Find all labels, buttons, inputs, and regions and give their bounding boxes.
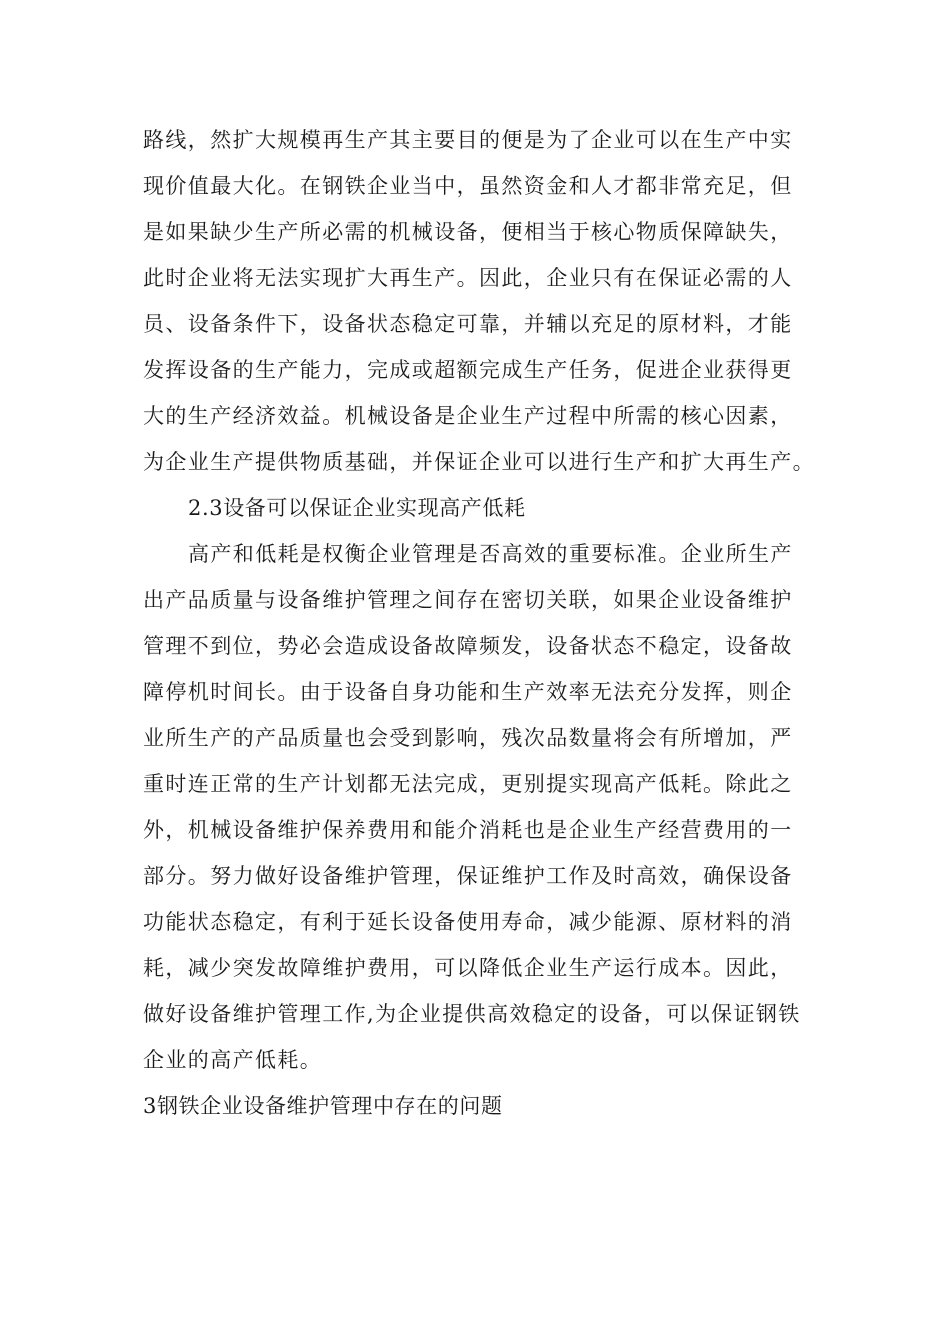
paragraph-line: 管理不到位，势必会造成设备故障频发，设备状态不稳定，设备故 (143, 634, 793, 658)
paragraph-line: 企业的高产低耗。 (143, 1048, 323, 1072)
paragraph-line: 路线，然扩大规模再生产其主要目的便是为了企业可以在生产中实 (143, 128, 793, 152)
paragraph-line: 发挥设备的生产能力，完成或超额完成生产任务，促进企业获得更 (143, 358, 793, 382)
paragraph-line: 为企业生产提供物质基础，并保证企业可以进行生产和扩大再生产。 (143, 450, 815, 474)
section-heading: 3钢铁企业设备维护管理中存在的问题 (143, 1094, 503, 1118)
paragraph-line: 重时连正常的生产计划都无法完成，更别提实现高产低耗。除此之 (143, 772, 793, 796)
paragraph-line: 障停机时间长。由于设备自身功能和生产效率无法充分发挥，则企 (143, 680, 793, 704)
paragraph-line: 部分。努力做好设备维护管理，保证维护工作及时高效，确保设备 (143, 864, 793, 888)
paragraph-line: 大的生产经济效益。机械设备是企业生产过程中所需的核心因素， (143, 404, 793, 428)
paragraph-line: 出产品质量与设备维护管理之间存在密切关联，如果企业设备维护 (143, 588, 793, 612)
paragraph-line: 业所生产的产品质量也会受到影响，残次品数量将会有所增加，严 (143, 726, 793, 750)
paragraph-line: 高产和低耗是权衡企业管理是否高效的重要标准。企业所生产 (188, 542, 793, 566)
paragraph-line: 是如果缺少生产所必需的机械设备，便相当于核心物质保障缺失， (143, 220, 793, 244)
paragraph-line: 此时企业将无法实现扩大再生产。因此，企业只有在保证必需的人 (143, 266, 793, 290)
paragraph-line: 功能状态稳定，有利于延长设备使用寿命，减少能源、原材料的消 (143, 910, 793, 934)
paragraph-line: 耗，减少突发故障维护费用，可以降低企业生产运行成本。因此， (143, 956, 793, 980)
paragraph-line: 现价值最大化。在钢铁企业当中，虽然资金和人才都非常充足，但 (143, 174, 793, 198)
paragraph-line: 做好设备维护管理工作,为企业提供高效稳定的设备，可以保证钢铁 (143, 1002, 801, 1026)
paragraph-line: 外，机械设备维护保养费用和能介消耗也是企业生产经营费用的一 (143, 818, 793, 842)
paragraph-line: 员、设备条件下，设备状态稳定可靠，并辅以充足的原材料，才能 (143, 312, 793, 336)
subsection-heading: 2.3设备可以保证企业实现高产低耗 (188, 496, 526, 520)
